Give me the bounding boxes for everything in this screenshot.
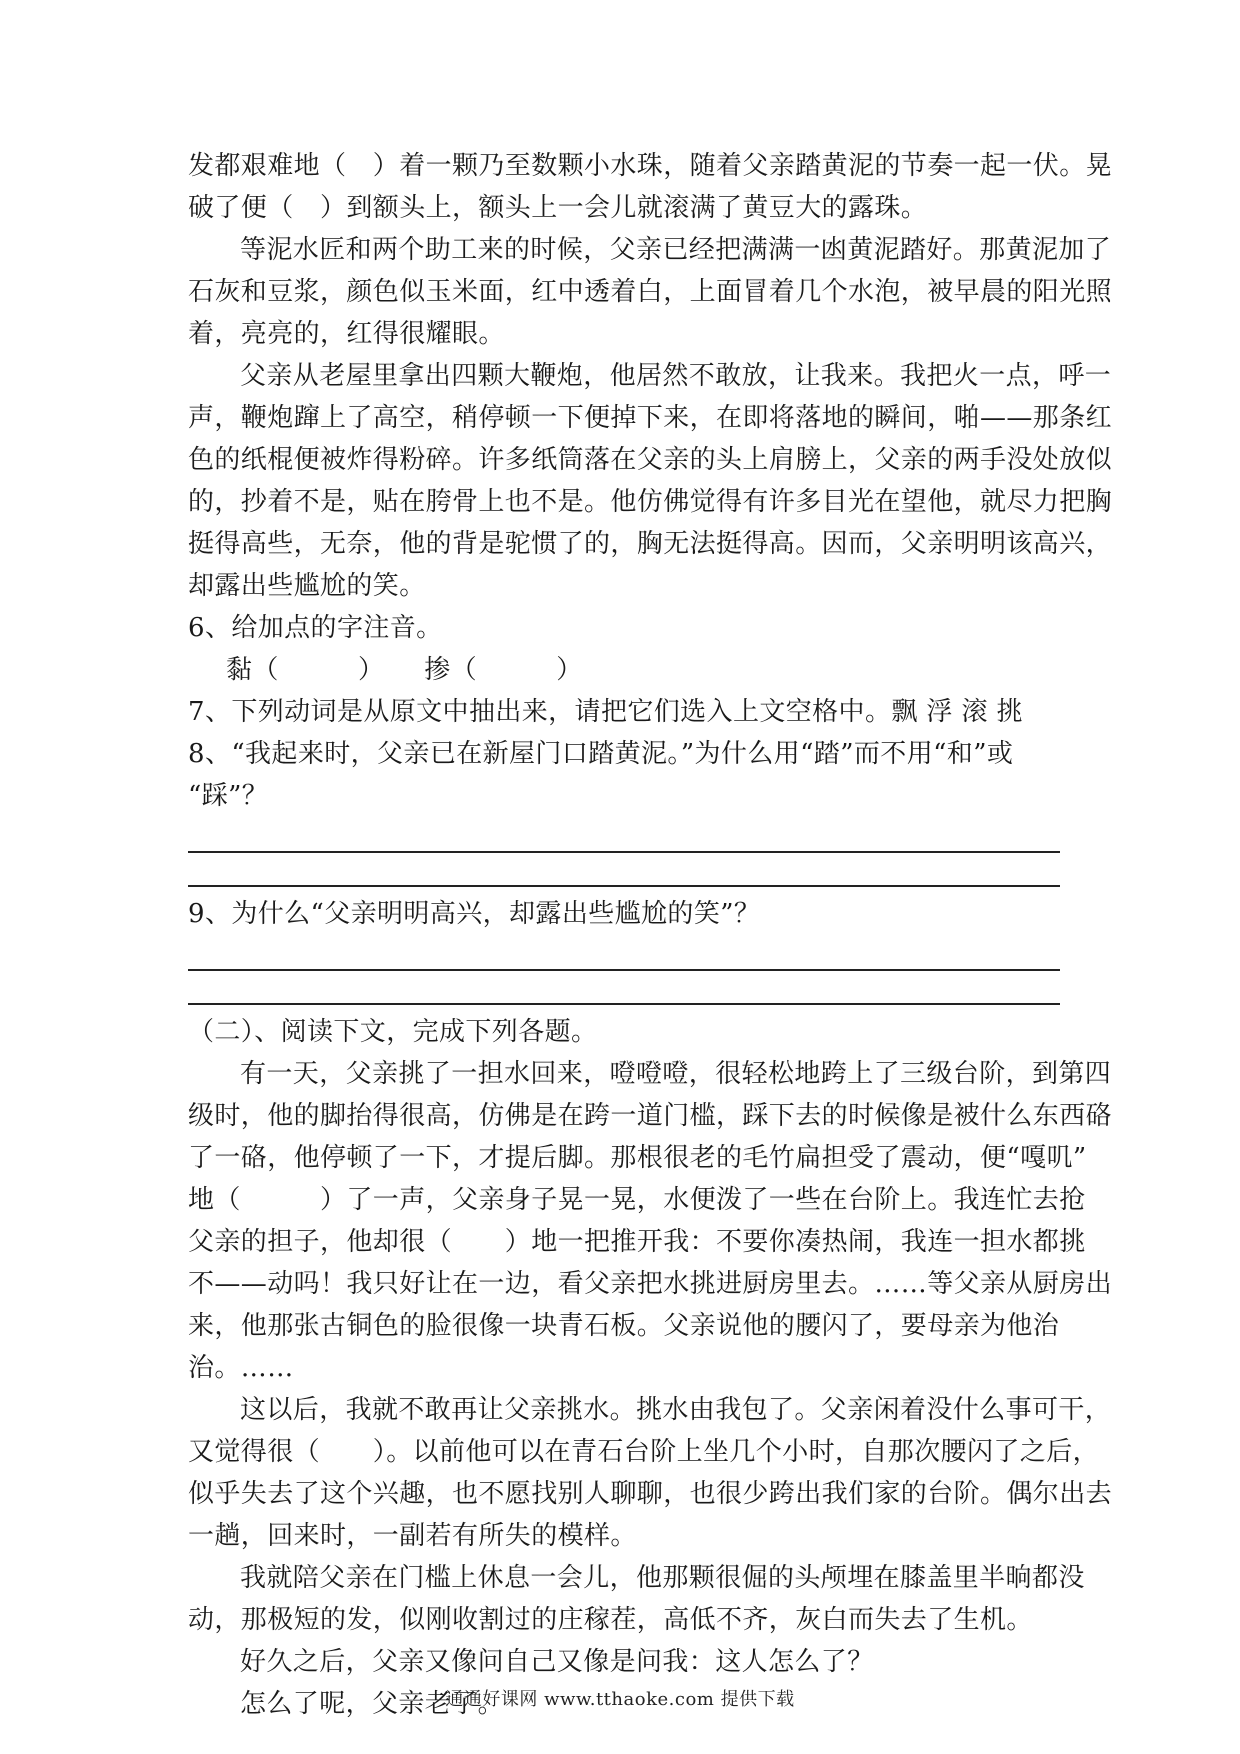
passage-line: 父亲从老屋里拿出四颗大鞭炮，他居然不敢放，让我来。我把火一点，呼一 xyxy=(240,361,1112,391)
passage-line: 破了便（ ）到额头上，额头上一会儿就滚满了黄豆大的露珠。 xyxy=(188,193,928,223)
passage-line: 挺得高些，无奈，他的背是驼惯了的，胸无法挺得高。因而，父亲明明该高兴， xyxy=(188,529,1113,559)
passage-line: 级时，他的脚抬得很高，仿佛是在跨一道门槛，踩下去的时候像是被什么东西硌 xyxy=(188,1101,1113,1131)
passage-line: 治。…… xyxy=(188,1353,294,1383)
passage-line: 父亲的担子，他却很（ ）地一把推开我：不要你凑热闹，我连一担水都挑 xyxy=(188,1227,1086,1257)
passage-line: 动，那极短的发，似刚收割过的庄稼茬，高低不齐，灰白而失去了生机。 xyxy=(188,1605,1033,1635)
passage-line: 这以后，我就不敢再让父亲挑水。挑水由我包了。父亲闲着没什么事可干， xyxy=(240,1395,1112,1425)
passage-line: 声，鞭炮蹿上了高空，稍停顿一下便掉下来，在即将落地的瞬间，啪——那条红 xyxy=(188,403,1113,433)
passage-line: 的，抄着不是，贴在胯骨上也不是。他仿佛觉得有许多目光在望他，就尽力把胸 xyxy=(188,487,1113,517)
passage-line: 等泥水匠和两个助工来的时候，父亲已经把满满一凼黄泥踏好。那黄泥加了 xyxy=(240,235,1112,265)
passage-line: 了一硌，他停顿了一下，才提后脚。那根很老的毛竹扁担受了震动，便“嘎叽” xyxy=(188,1143,1087,1173)
answer-line[interactable] xyxy=(188,819,1060,853)
passage-line: 怎么了呢，父亲老了。 xyxy=(240,1689,505,1719)
passage-line: 却露出些尴尬的笑。 xyxy=(188,571,426,601)
passage-line: 不——动吗！我只好让在一边，看父亲把水挑进厨房里去。……等父亲从厨房出 xyxy=(188,1269,1113,1299)
passage-line: 石灰和豆浆，颜色似玉米面，红中透着白，上面冒着几个水泡，被早晨的阳光照 xyxy=(188,277,1113,307)
passage-line: 着，亮亮的，红得很耀眼。 xyxy=(188,319,505,349)
passage-2 xyxy=(188,1053,1113,1725)
passage-line: 有一天，父亲挑了一担水回来，噔噔噔，很轻松地跨上了三级台阶，到第四 xyxy=(240,1059,1112,1089)
document-page xyxy=(188,145,1113,1725)
answer-area-q8[interactable] xyxy=(188,819,1063,887)
answer-line[interactable] xyxy=(188,853,1060,887)
passage-line: 来，他那张古铜色的脸很像一块青石板。父亲说他的腰闪了，要母亲为他治 xyxy=(188,1311,1060,1341)
answer-line[interactable] xyxy=(188,971,1060,1005)
section-2-heading: （二）、阅读下文，完成下列各题。 xyxy=(188,1017,598,1047)
question-8: 8、“我起来时，父亲已在新屋门口踏黄泥。”为什么用“踏”而不用“和”或 xyxy=(188,739,1014,769)
passage-line: 似乎失去了这个兴趣，也不愿找别人聊聊，也很少跨出我们家的台阶。偶尔出去 xyxy=(188,1479,1113,1509)
question-6-items: 黏（ ） 掺（ ） xyxy=(226,655,583,685)
passage-line: 又觉得很（ ）。以前他可以在青石台阶上坐几个小时，自那次腰闪了之后， xyxy=(188,1437,1100,1467)
passage-line: 一趟，回来时，一副若有所失的模样。 xyxy=(188,1521,637,1551)
question-6: 6、给加点的字注音。 xyxy=(188,613,443,643)
question-9: 9、为什么“父亲明明高兴，却露出些尴尬的笑”？ xyxy=(188,899,761,929)
passage-1 xyxy=(188,145,1113,607)
answer-line[interactable] xyxy=(188,937,1060,971)
page-footer: 通通好课网 www.tthaoke.com 提供下载 xyxy=(445,1689,795,1710)
passage-line: 发都艰难地（ ）着一颗乃至数颗小水珠，随着父亲踏黄泥的节奏一起一伏。晃 xyxy=(188,151,1113,181)
question-8-cont: “踩”？ xyxy=(188,781,269,811)
passage-line: 地（ ）了一声，父亲身子晃一晃，水便泼了一些在台阶上。我连忙去抢 xyxy=(188,1185,1086,1215)
answer-area-q9[interactable] xyxy=(188,937,1063,1005)
question-7: 7、下列动词是从原文中抽出来，请把它们选入上文空格中。飘 浮 滚 挑 xyxy=(188,697,1023,727)
passage-line: 色的纸棍便被炸得粉碎。许多纸筒落在父亲的头上肩膀上，父亲的两手没处放似 xyxy=(188,445,1113,475)
passage-line: 我就陪父亲在门槛上休息一会儿，他那颗很倔的头颅埋在膝盖里半晌都没 xyxy=(240,1563,1085,1593)
passage-line: 好久之后，父亲又像问自己又像是问我：这人怎么了？ xyxy=(240,1647,874,1677)
